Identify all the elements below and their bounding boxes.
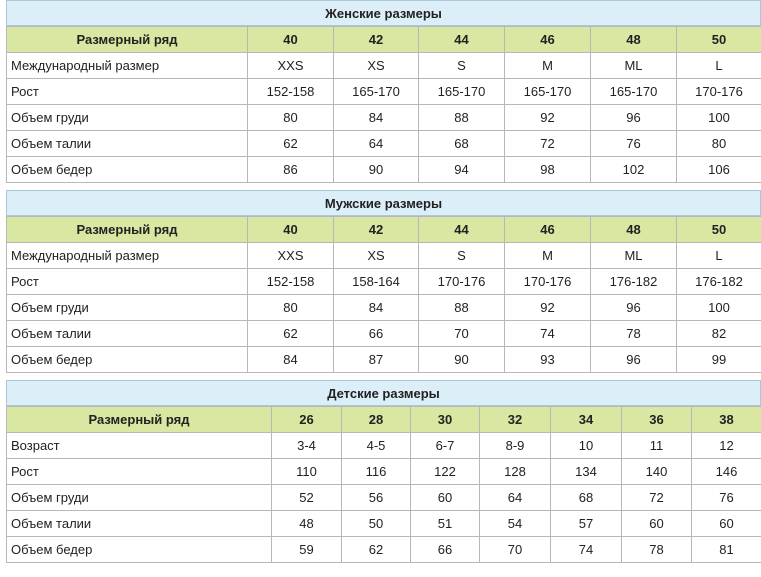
women-header-row bbox=[7, 27, 761, 53]
row-label-cell: Рост bbox=[7, 459, 272, 485]
value-cell: M bbox=[505, 243, 591, 269]
value-cell: 176-182 bbox=[591, 269, 677, 295]
value-cell: 50 bbox=[342, 511, 411, 537]
header-label-cell: Размерный ряд bbox=[7, 27, 248, 53]
value-cell: 84 bbox=[248, 347, 334, 373]
value-cell: 60 bbox=[692, 511, 761, 537]
value-cell: 93 bbox=[505, 347, 591, 373]
value-cell: 88 bbox=[419, 105, 505, 131]
value-cell: 70 bbox=[419, 321, 505, 347]
value-cell: 78 bbox=[622, 537, 692, 563]
value-cell: 116 bbox=[342, 459, 411, 485]
value-cell: 10 bbox=[551, 433, 622, 459]
row-label-cell: Объем бедер bbox=[7, 537, 272, 563]
value-cell: 100 bbox=[677, 295, 761, 321]
value-cell: 102 bbox=[591, 157, 677, 183]
value-cell: 76 bbox=[692, 485, 761, 511]
women-size-table bbox=[6, 26, 761, 183]
value-cell: 165-170 bbox=[419, 79, 505, 105]
table-row bbox=[7, 157, 761, 183]
value-cell: 57 bbox=[551, 511, 622, 537]
value-cell: 176-182 bbox=[677, 269, 761, 295]
value-cell: 60 bbox=[411, 485, 480, 511]
value-cell: 88 bbox=[419, 295, 505, 321]
value-cell: 80 bbox=[248, 295, 334, 321]
value-cell: 48 bbox=[272, 511, 342, 537]
value-cell: 59 bbox=[272, 537, 342, 563]
size-header-cell: 46 bbox=[505, 27, 591, 53]
value-cell: 80 bbox=[677, 131, 761, 157]
table-row bbox=[7, 511, 761, 537]
value-cell: ML bbox=[591, 243, 677, 269]
value-cell: ML bbox=[591, 53, 677, 79]
value-cell: 78 bbox=[591, 321, 677, 347]
table-row bbox=[7, 485, 761, 511]
value-cell: 60 bbox=[622, 511, 692, 537]
size-header-cell: 38 bbox=[692, 407, 761, 433]
row-label-cell: Объем бедер bbox=[7, 157, 248, 183]
value-cell: 82 bbox=[677, 321, 761, 347]
row-label-cell: Объем груди bbox=[7, 105, 248, 131]
size-header-cell: 32 bbox=[480, 407, 551, 433]
size-header-cell: 42 bbox=[334, 27, 419, 53]
value-cell: S bbox=[419, 53, 505, 79]
value-cell: 52 bbox=[272, 485, 342, 511]
value-cell: 66 bbox=[334, 321, 419, 347]
row-label-cell: Объем груди bbox=[7, 295, 248, 321]
value-cell: 66 bbox=[411, 537, 480, 563]
value-cell: 96 bbox=[591, 105, 677, 131]
value-cell: 4-5 bbox=[342, 433, 411, 459]
value-cell: 80 bbox=[248, 105, 334, 131]
table-row bbox=[7, 105, 761, 131]
size-header-cell: 30 bbox=[411, 407, 480, 433]
value-cell: 86 bbox=[248, 157, 334, 183]
value-cell: 94 bbox=[419, 157, 505, 183]
size-header-cell: 40 bbox=[248, 27, 334, 53]
women-section-title: Женские размеры bbox=[6, 0, 761, 26]
value-cell: 110 bbox=[272, 459, 342, 485]
table-row bbox=[7, 537, 761, 563]
size-header-cell: 26 bbox=[272, 407, 342, 433]
row-label-cell: Объем талии bbox=[7, 321, 248, 347]
value-cell: 134 bbox=[551, 459, 622, 485]
value-cell: 84 bbox=[334, 105, 419, 131]
value-cell: 64 bbox=[480, 485, 551, 511]
size-header-cell: 46 bbox=[505, 217, 591, 243]
value-cell: 152-158 bbox=[248, 79, 334, 105]
value-cell: 165-170 bbox=[505, 79, 591, 105]
value-cell: 74 bbox=[505, 321, 591, 347]
value-cell: 62 bbox=[342, 537, 411, 563]
value-cell: 74 bbox=[551, 537, 622, 563]
value-cell: 90 bbox=[334, 157, 419, 183]
row-label-cell: Объем талии bbox=[7, 131, 248, 157]
size-header-cell: 50 bbox=[677, 217, 761, 243]
value-cell: 98 bbox=[505, 157, 591, 183]
value-cell: XXS bbox=[248, 53, 334, 79]
value-cell: 68 bbox=[551, 485, 622, 511]
value-cell: 152-158 bbox=[248, 269, 334, 295]
value-cell: 76 bbox=[591, 131, 677, 157]
value-cell: 11 bbox=[622, 433, 692, 459]
value-cell: 84 bbox=[334, 295, 419, 321]
table-row bbox=[7, 347, 761, 373]
table-row bbox=[7, 321, 761, 347]
table-row bbox=[7, 295, 761, 321]
kids-header-row bbox=[7, 407, 761, 433]
value-cell: M bbox=[505, 53, 591, 79]
row-label-cell: Международный размер bbox=[7, 53, 248, 79]
size-header-cell: 48 bbox=[591, 217, 677, 243]
value-cell: 100 bbox=[677, 105, 761, 131]
value-cell: 70 bbox=[480, 537, 551, 563]
table-row bbox=[7, 53, 761, 79]
value-cell: 68 bbox=[419, 131, 505, 157]
size-header-cell: 34 bbox=[551, 407, 622, 433]
value-cell: 62 bbox=[248, 321, 334, 347]
value-cell: 72 bbox=[505, 131, 591, 157]
table-row bbox=[7, 79, 761, 105]
size-header-cell: 36 bbox=[622, 407, 692, 433]
table-row bbox=[7, 269, 761, 295]
size-header-cell: 40 bbox=[248, 217, 334, 243]
value-cell: 170-176 bbox=[677, 79, 761, 105]
row-label-cell: Объем груди bbox=[7, 485, 272, 511]
value-cell: 96 bbox=[591, 347, 677, 373]
value-cell: 165-170 bbox=[334, 79, 419, 105]
value-cell: 8-9 bbox=[480, 433, 551, 459]
size-header-cell: 48 bbox=[591, 27, 677, 53]
value-cell: 96 bbox=[591, 295, 677, 321]
value-cell: XS bbox=[334, 53, 419, 79]
value-cell: 92 bbox=[505, 105, 591, 131]
value-cell: 90 bbox=[419, 347, 505, 373]
size-header-cell: 28 bbox=[342, 407, 411, 433]
value-cell: 62 bbox=[248, 131, 334, 157]
value-cell: 170-176 bbox=[505, 269, 591, 295]
header-label-cell: Размерный ряд bbox=[7, 217, 248, 243]
table-row bbox=[7, 459, 761, 485]
value-cell: XS bbox=[334, 243, 419, 269]
value-cell: 106 bbox=[677, 157, 761, 183]
value-cell: XXS bbox=[248, 243, 334, 269]
value-cell: 128 bbox=[480, 459, 551, 485]
value-cell: 165-170 bbox=[591, 79, 677, 105]
value-cell: 56 bbox=[342, 485, 411, 511]
value-cell: S bbox=[419, 243, 505, 269]
value-cell: 54 bbox=[480, 511, 551, 537]
men-section-title: Мужские размеры bbox=[6, 190, 761, 216]
table-row bbox=[7, 433, 761, 459]
kids-size-table bbox=[6, 406, 761, 563]
size-header-cell: 50 bbox=[677, 27, 761, 53]
value-cell: 99 bbox=[677, 347, 761, 373]
kids-section-title: Детские размеры bbox=[6, 380, 761, 406]
header-label-cell: Размерный ряд bbox=[7, 407, 272, 433]
value-cell: 158-164 bbox=[334, 269, 419, 295]
row-label-cell: Рост bbox=[7, 269, 248, 295]
size-header-cell: 44 bbox=[419, 27, 505, 53]
value-cell: 81 bbox=[692, 537, 761, 563]
value-cell: 122 bbox=[411, 459, 480, 485]
value-cell: 6-7 bbox=[411, 433, 480, 459]
value-cell: 92 bbox=[505, 295, 591, 321]
value-cell: 87 bbox=[334, 347, 419, 373]
row-label-cell: Объем бедер bbox=[7, 347, 248, 373]
table-row bbox=[7, 131, 761, 157]
value-cell: 140 bbox=[622, 459, 692, 485]
value-cell: 12 bbox=[692, 433, 761, 459]
row-label-cell: Международный размер bbox=[7, 243, 248, 269]
value-cell: L bbox=[677, 53, 761, 79]
value-cell: 146 bbox=[692, 459, 761, 485]
value-cell: 64 bbox=[334, 131, 419, 157]
men-header-row bbox=[7, 217, 761, 243]
value-cell: 51 bbox=[411, 511, 480, 537]
table-row bbox=[7, 243, 761, 269]
value-cell: 3-4 bbox=[272, 433, 342, 459]
row-label-cell: Объем талии bbox=[7, 511, 272, 537]
row-label-cell: Возраст bbox=[7, 433, 272, 459]
men-size-table bbox=[6, 216, 761, 373]
value-cell: 170-176 bbox=[419, 269, 505, 295]
row-label-cell: Рост bbox=[7, 79, 248, 105]
value-cell: 72 bbox=[622, 485, 692, 511]
value-cell: L bbox=[677, 243, 761, 269]
size-header-cell: 44 bbox=[419, 217, 505, 243]
size-header-cell: 42 bbox=[334, 217, 419, 243]
